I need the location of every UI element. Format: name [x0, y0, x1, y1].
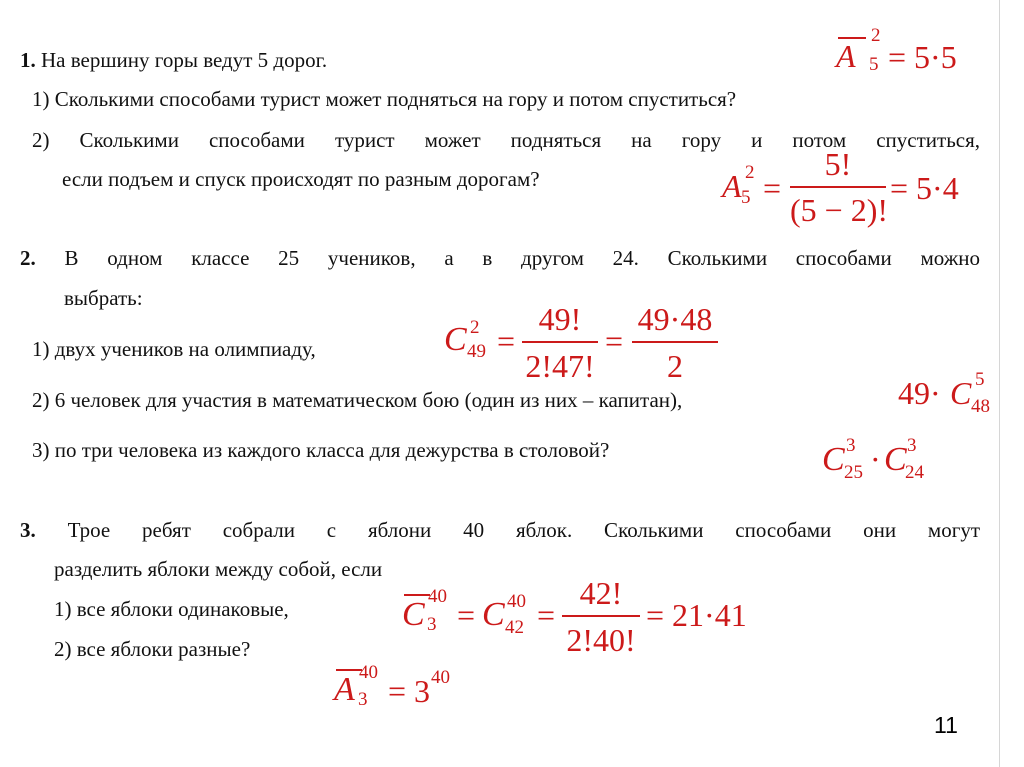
problem-1-question-2-line-1: 2) Сколькими способами турист может подняться на гору и потом спуститься, — [32, 128, 980, 152]
fraction-bar — [790, 186, 886, 188]
problem-3-statement-line-2: разделить яблоки между собой, если — [54, 557, 383, 581]
problem-1-statement: 1. На вершину горы ведут 5 дорог. — [20, 48, 328, 72]
fraction-bar — [522, 341, 598, 343]
fraction-bar — [632, 341, 718, 343]
problem-3-question-1: 1) все яблоки одинаковые, — [54, 597, 289, 621]
problem-1-question-2-line-2: если подъем и спуск происходят по разным дорогам? — [62, 167, 540, 191]
problem-2-statement-line-2: выбрать: — [64, 286, 143, 310]
page-number: 11 — [934, 712, 958, 738]
problem-2-question-3: 3) по три человека из каждого класса для дежурства в столовой? — [32, 438, 610, 462]
problem-2-question-2: 2) 6 человек для участия в математическом бою (один из них – капитан), — [32, 388, 683, 412]
fraction-bar — [562, 615, 640, 617]
problem-2-question-1: 1) двух учеников на олимпиаду, — [32, 337, 316, 361]
problem-3-statement: 3. Трое ребят собрали с яблони 40 яблок. Сколькими способами они могут — [20, 518, 980, 542]
problem-3-question-2: 2) все яблоки разные? — [54, 637, 251, 661]
problem-2-statement: 2. В одном классе 25 учеников, а в другом 24. Сколькими способами можно — [20, 246, 980, 270]
problem-1-question-1: 1) Сколькими способами турист может подняться на гору и потом спуститься? — [32, 87, 737, 111]
